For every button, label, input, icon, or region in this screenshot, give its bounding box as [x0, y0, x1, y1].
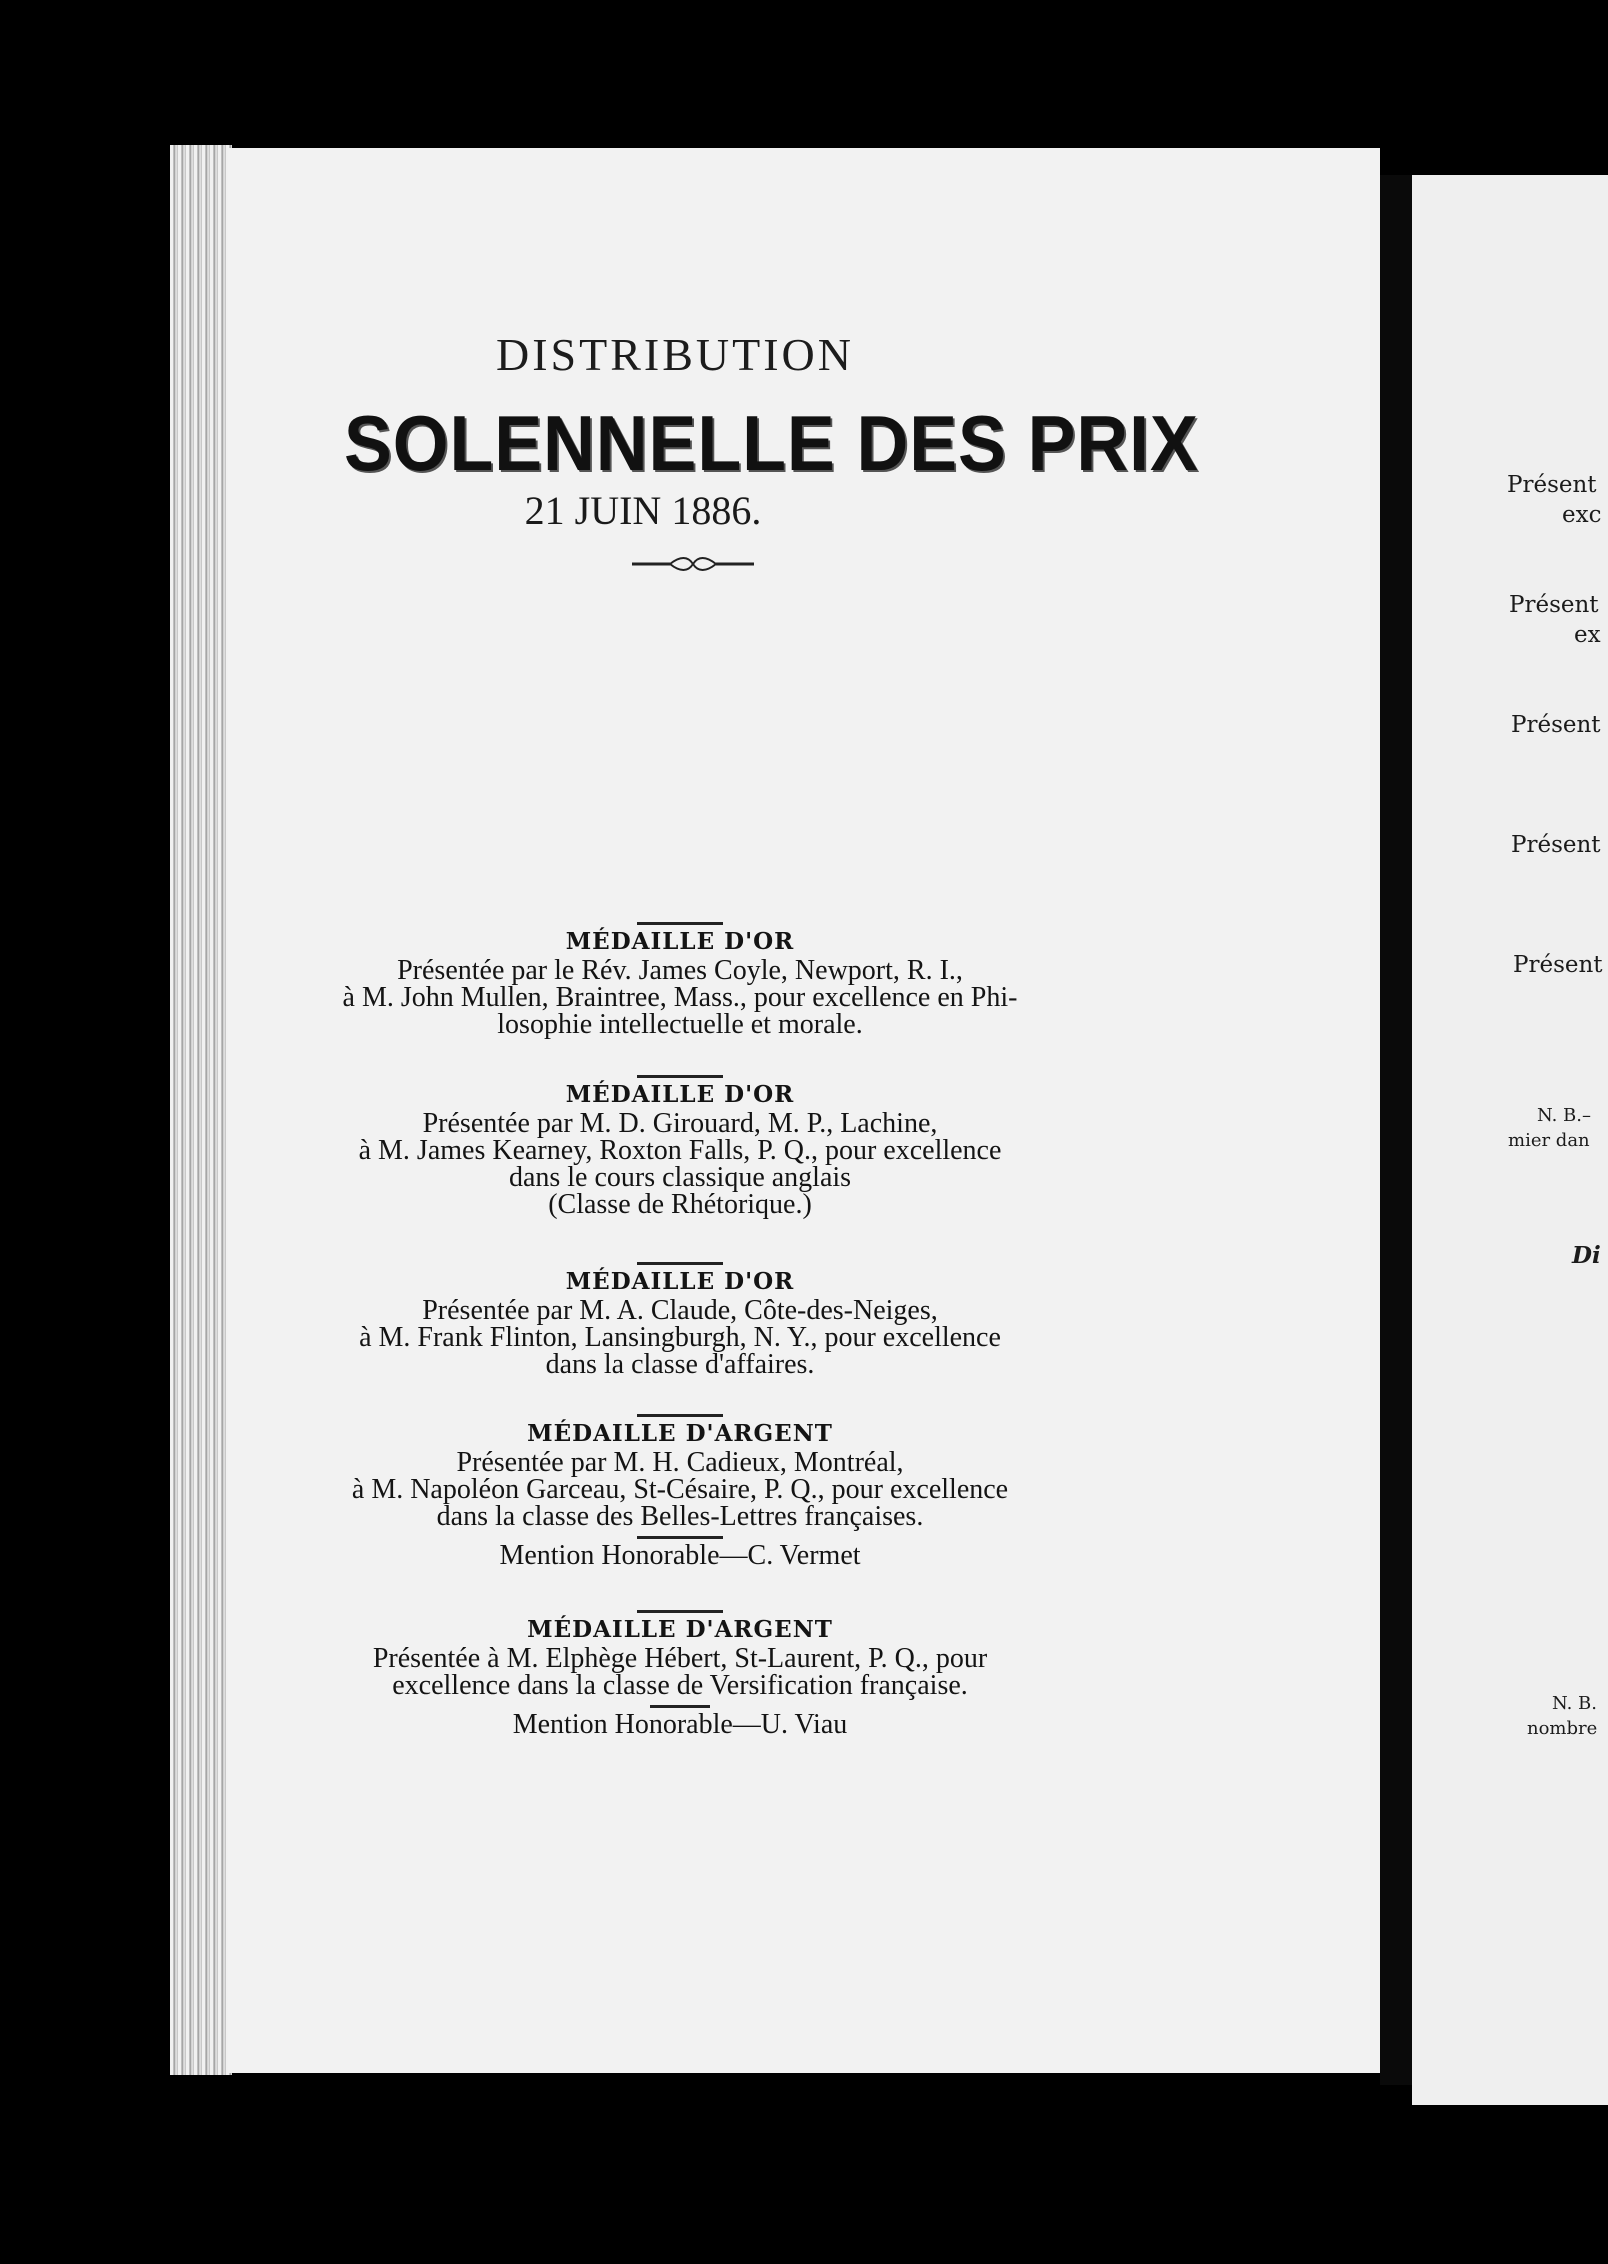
honorable-mention: Mention Honorable—U. Viau — [512, 1709, 848, 1740]
section-rule — [637, 1610, 723, 1613]
book-gutter — [1380, 175, 1412, 2085]
section-rule — [637, 1414, 723, 1417]
adjacent-page — [1412, 175, 1608, 2105]
award-heading: MÉDAILLE D'ARGENT — [527, 1420, 833, 1447]
adjacent-text: Présent — [1509, 592, 1599, 618]
award-gold-2 — [260, 1075, 1100, 1218]
adjacent-text: mier dan — [1508, 1130, 1590, 1151]
award-line: à M. James Kearney, Roxton Falls, P. Q., pour excellence — [358, 1135, 1002, 1166]
award-line: Présentée par M. A. Claude, Côte-des-Neiges, — [422, 1295, 938, 1326]
award-line: Présentée par M. H. Cadieux, Montréal, — [456, 1447, 904, 1478]
ornament-divider — [632, 554, 754, 574]
award-line: (Classe de Rhétorique.) — [548, 1189, 812, 1220]
section-rule — [637, 1536, 723, 1539]
award-line: Présentée à M. Elphège Hébert, St-Laurent, P. Q., pour — [372, 1643, 988, 1674]
award-line: à M. Napoléon Garceau, St-Césaire, P. Q., pour excellence — [351, 1474, 1009, 1505]
adjacent-text: Présent — [1511, 712, 1601, 738]
adjacent-text: Présent — [1511, 832, 1601, 858]
award-heading: MÉDAILLE D'OR — [565, 1081, 795, 1108]
award-heading: MÉDAILLE D'ARGENT — [527, 1616, 833, 1643]
adjacent-text: N. B. — [1552, 1693, 1597, 1714]
adjacent-text: Présent — [1513, 952, 1603, 978]
title-date: 21 JUIN 1886. — [524, 488, 762, 533]
title-distribution: DISTRIBUTION — [496, 329, 854, 380]
award-silver-2 — [260, 1610, 1100, 1740]
book-page-edges — [170, 145, 232, 2075]
section-rule — [650, 1705, 710, 1708]
award-gold-3 — [260, 1262, 1100, 1378]
adjacent-text: exc — [1562, 502, 1602, 528]
award-line: dans la classe des Belles-Lettres françaises. — [436, 1501, 924, 1532]
award-gold-1 — [260, 922, 1100, 1038]
award-line: Présentée par le Rév. James Coyle, Newport, R. I., — [397, 955, 963, 986]
award-line: dans le cours classique anglais — [508, 1162, 852, 1193]
award-line: Présentée par M. D. Girouard, M. P., Lachine, — [422, 1108, 938, 1139]
award-line: à M. John Mullen, Braintree, Mass., pour excellence en Phi- — [342, 982, 1018, 1013]
title-solennelle: SOLENNELLE DES PRIX — [344, 399, 1199, 487]
award-heading: MÉDAILLE D'OR — [565, 928, 795, 955]
section-rule — [637, 922, 723, 925]
award-line: losophie intellectuelle et morale. — [497, 1009, 863, 1040]
adjacent-text: Présent — [1507, 472, 1597, 498]
adjacent-text: nombre — [1527, 1718, 1598, 1739]
section-rule — [637, 1075, 723, 1078]
award-line: à M. Frank Flinton, Lansingburgh, N. Y., pour excellence — [359, 1322, 1001, 1353]
award-heading: MÉDAILLE D'OR — [565, 1268, 795, 1295]
honorable-mention: Mention Honorable—C. Vermet — [499, 1540, 861, 1571]
award-silver-1 — [260, 1414, 1100, 1571]
award-line: dans la classe d'affaires. — [545, 1349, 815, 1380]
section-rule — [637, 1262, 723, 1265]
adjacent-text: N. B.– — [1537, 1105, 1591, 1126]
adjacent-text: ex — [1574, 622, 1601, 648]
award-line: excellence dans la classe de Versification française. — [392, 1670, 968, 1701]
adjacent-text: Di — [1572, 1242, 1601, 1269]
